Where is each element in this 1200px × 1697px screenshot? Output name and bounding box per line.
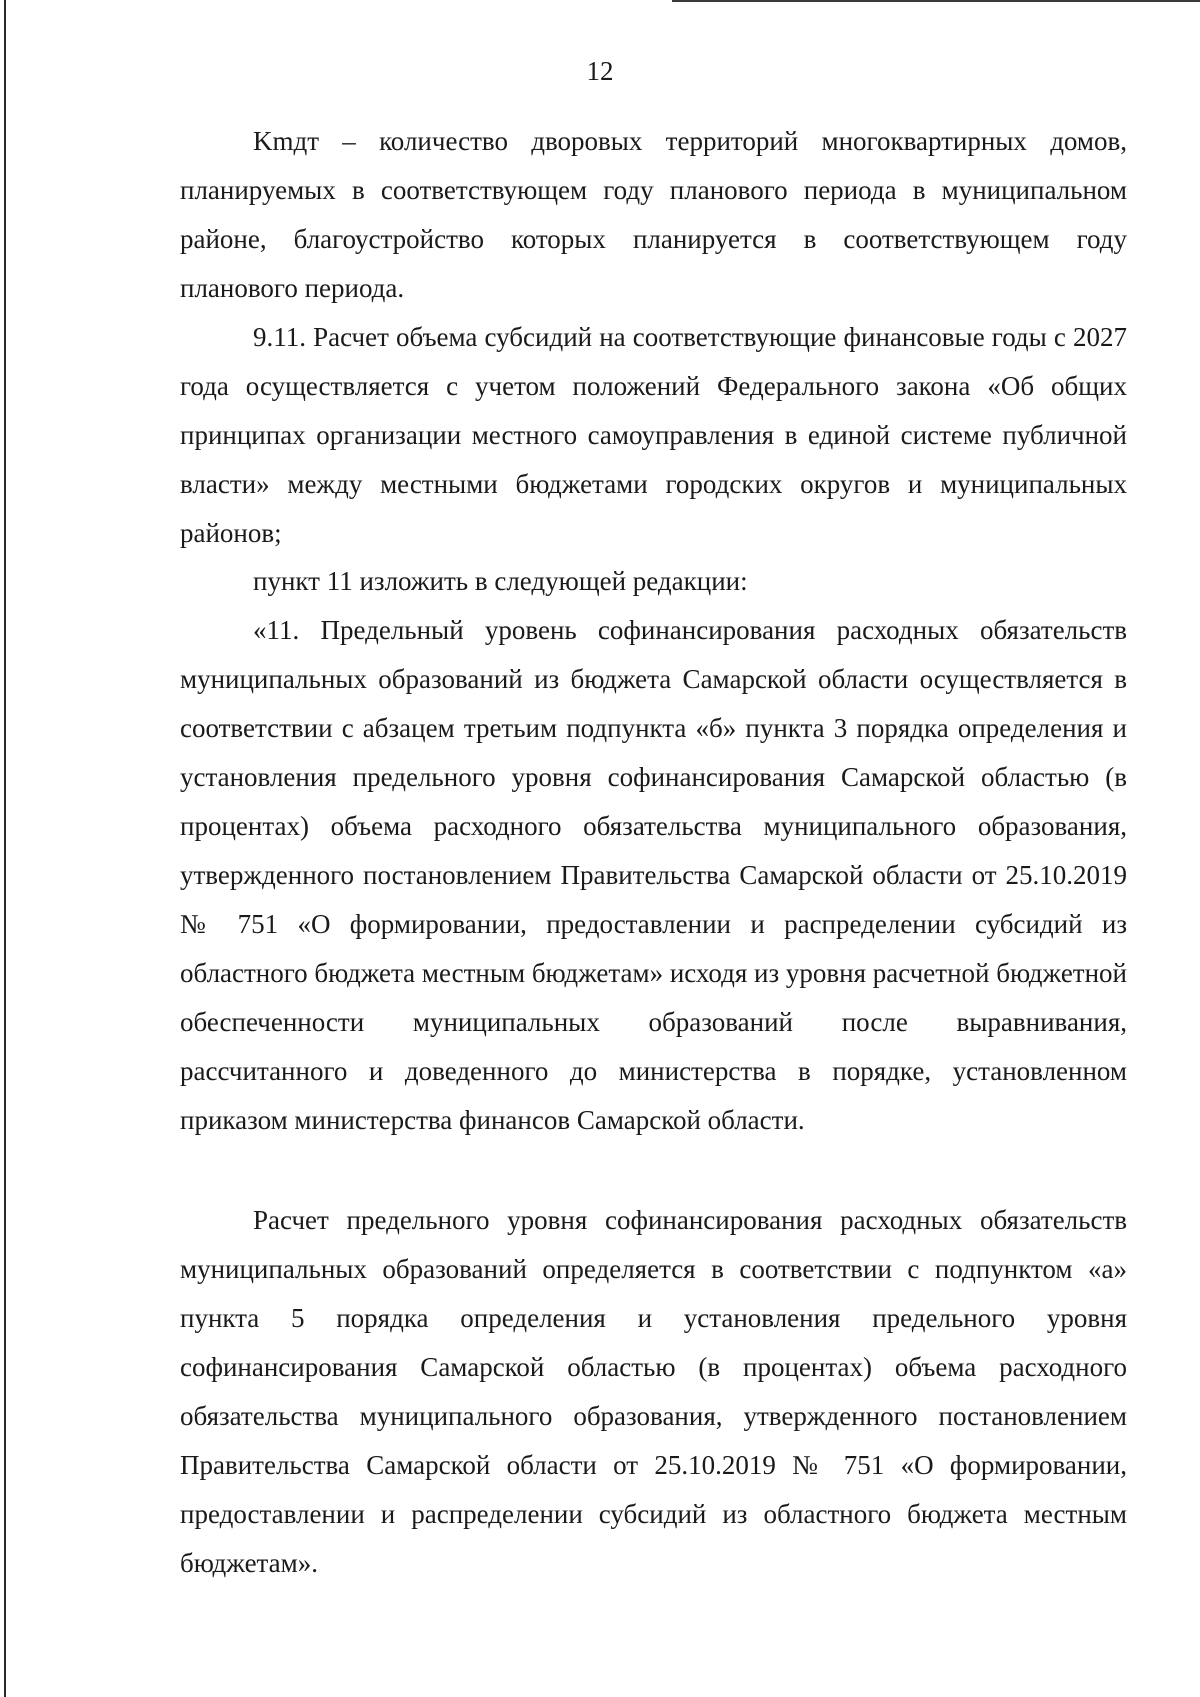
scan-top-rule — [672, 0, 1200, 2]
paragraph-item-11: «11. Предельный уровень софинансирования расходных обязательств муниципальных образований из бюджета Самарской области осуществляется в соответствии с абзацем третьим подпункта «б» пункта 3 порядка определения и установления предельного уровня софинансирования Самарской областью (в процентах) объема расходного обязательства муниципального образования, утвержденного постановлением Правительства Самарской области от 25.10.2019 № 751 «О формировании, предоставлении и распределении субсидий из областного бюджета местным бюджетам» исходя из уровня расчетной бюджетной обеспеченности муниципальных образований после выравнивания, рассчитанного и доведенного до министерства в порядке, установленном приказом министерства финансов Самарской области. — [180, 615, 1127, 1135]
document-body-block-2 — [180, 313, 1127, 558]
document-body-block-5 — [180, 1196, 1127, 1588]
paragraph-amendment-intro: пункт 11 изложить в следующей редакции: — [253, 566, 748, 596]
document-body-block-4 — [180, 606, 1127, 1145]
page-number: 12 — [586, 56, 614, 86]
paragraph-kmdt-definition: Kmдт – количество дворовых территорий многоквартирных домов, планируемых в соответствующем году планового периода в муниципальном районе, благоустройство которых планируется в соответствующем году планового периода. — [180, 126, 1127, 303]
document-body-block-3 — [180, 557, 1127, 606]
scan-left-edge — [4, 0, 6, 1697]
paragraph-9-11: 9.11. Расчет объема субсидий на соответствующие финансовые годы с 2027 года осуществляется с учетом положений Федерального закона «Об общих принципах организации местного самоуправления в единой системе публичной власти» между местными бюджетами городских округов и муниципальных районов; — [180, 322, 1127, 548]
paragraph-cofinancing-calculation: Расчет предельного уровня софинансирования расходных обязательств муниципальных образований определяется в соответствии с подпунктом «а» пункта 5 порядка определения и установления предельного уровня софинансирования Самарской областью (в процентах) объема расходного обязательства муниципального образования, утвержденного постановлением Правительства Самарской области от 25.10.2019 № 751 «О формировании, предоставлении и распределении субсидий из областного бюджета местным бюджетам». — [180, 1205, 1127, 1578]
document-body-block-1 — [180, 117, 1127, 313]
